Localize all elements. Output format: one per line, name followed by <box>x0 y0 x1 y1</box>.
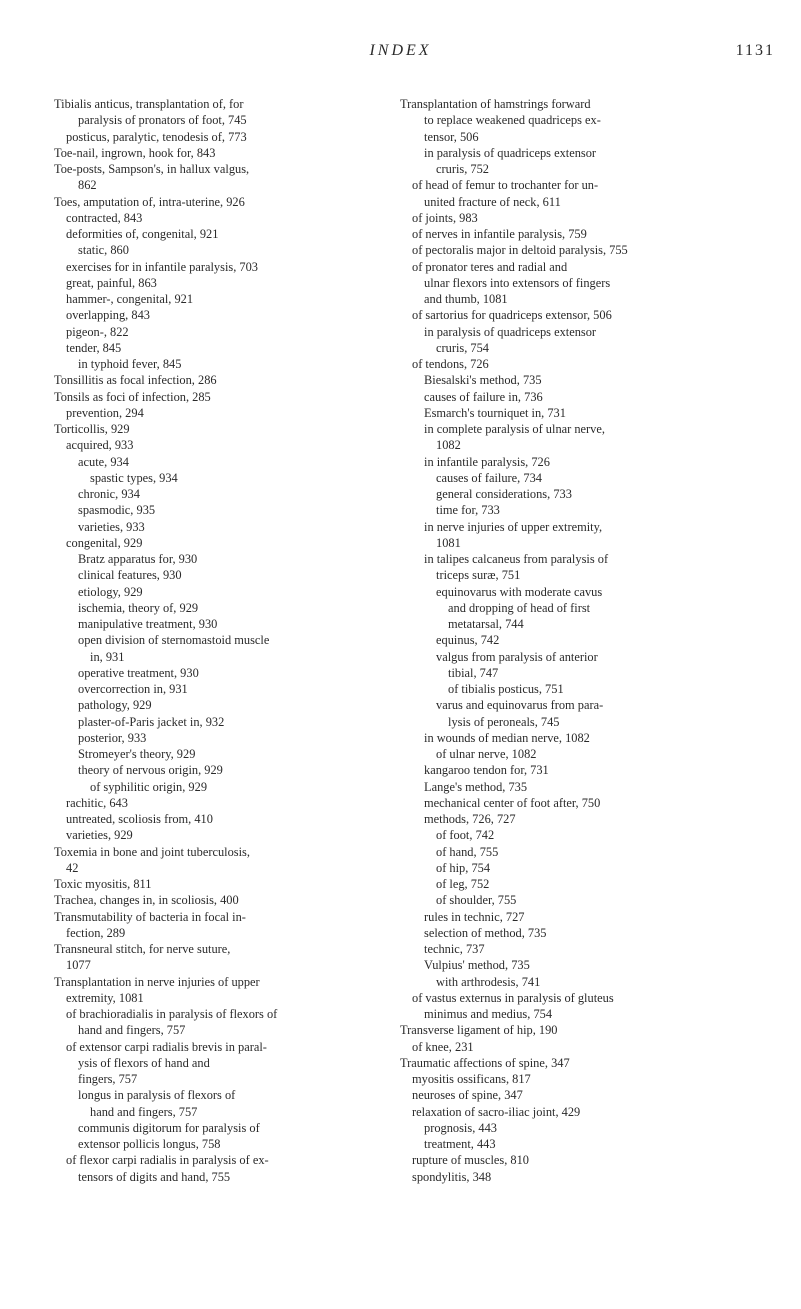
index-subentry: of pectoralis major in deltoid paralysis, 755 <box>412 243 628 258</box>
index-subentry: Bratz apparatus for, 930 <box>78 552 198 566</box>
index-entry: Tonsils as foci of infection, 285 <box>54 389 211 404</box>
index-subentry: communis digitorum for paralysis of <box>78 1120 260 1135</box>
index-entry: Transmutability of bacteria in focal in- <box>54 909 246 924</box>
index-subentry: in paralysis of quadriceps extensor <box>424 324 597 339</box>
index-subentry: acquired, 933 <box>66 438 134 453</box>
index-subentry: fingers, 757 <box>78 1072 138 1086</box>
index-subentry: treatment, 443 <box>424 1137 496 1151</box>
index-entry: Toes, amputation of, intra-uterine, 926 <box>54 194 245 209</box>
index-subentry: hammer-, congenital, 921 <box>66 292 194 306</box>
index-subentry: spondylitis, 348 <box>412 1169 492 1184</box>
index-subentry: general considerations, 733 <box>436 487 572 501</box>
index-subentry: in nerve injuries of upper extremity, <box>424 519 603 534</box>
index-subentry: rupture of muscles, 810 <box>412 1153 529 1168</box>
index-subentry: plaster-of-Paris jacket in, 932 <box>78 714 225 729</box>
index-column-left <box>54 96 392 1185</box>
index-column-right <box>400 96 772 1185</box>
index-entry: Trachea, changes in, in scoliosis, 400 <box>54 893 239 908</box>
index-subentry: in paralysis of quadriceps extensor <box>424 145 597 160</box>
index-subentry: posterior, 933 <box>78 730 147 745</box>
index-subentry: valgus from paralysis of anterior <box>436 649 598 664</box>
index-subentry: minimus and medius, 754 <box>424 1007 553 1021</box>
index-subentry: of joints, 983 <box>412 210 478 225</box>
index-subentry: hand and fingers, 757 <box>78 1023 186 1038</box>
index-subentry: tensor, 506 <box>424 129 479 144</box>
index-subentry: in complete paralysis of ulnar nerve, <box>424 422 605 436</box>
index-subentry: 862 <box>78 178 97 193</box>
index-subentry: contracted, 843 <box>66 210 143 225</box>
index-subentry: causes of failure, 734 <box>436 470 542 485</box>
index-subentry: paralysis of pronators of foot, 745 <box>78 113 247 128</box>
index-entry: Tibialis anticus, transplantation of, for <box>54 97 244 111</box>
index-subentry: Stromeyer's theory, 929 <box>78 747 196 761</box>
index-subentry: tibial, 747 <box>448 665 499 680</box>
index-subentry: of shoulder, 755 <box>436 893 517 908</box>
index-subentry: in talipes calcaneus from paralysis of <box>424 552 609 566</box>
index-subentry: clinical features, 930 <box>78 568 182 583</box>
index-subentry: in infantile paralysis, 726 <box>424 454 550 469</box>
index-subentry: tensors of digits and hand, 755 <box>78 1169 231 1184</box>
index-subentry: of brachioradialis in paralysis of flexors of <box>66 1007 278 1021</box>
index-subentry: overcorrection in, 931 <box>78 682 188 696</box>
index-subentry: rachitic, 643 <box>66 795 128 810</box>
index-subentry: of foot, 742 <box>436 828 495 843</box>
index-subentry: untreated, scoliosis from, 410 <box>66 812 213 826</box>
index-subentry: united fracture of neck, 611 <box>424 194 561 209</box>
index-subentry: pathology, 929 <box>78 698 152 713</box>
index-subentry: time for, 733 <box>436 503 500 518</box>
index-entry: Torticollis, 929 <box>54 422 130 436</box>
index-entry: Toxic myositis, 811 <box>54 877 152 891</box>
index-subentry: hand and fingers, 757 <box>90 1104 198 1119</box>
index-subentry: lysis of peroneals, 745 <box>448 714 560 729</box>
index-subentry: ulnar flexors into extensors of fingers <box>424 275 611 290</box>
index-subentry: overlapping, 843 <box>66 308 150 323</box>
index-subentry: in wounds of median nerve, 1082 <box>424 730 590 745</box>
index-subentry: manipulative treatment, 930 <box>78 617 218 631</box>
index-subentry: static, 860 <box>78 243 129 258</box>
index-subentry: selection of method, 735 <box>424 925 547 940</box>
index-subentry: to replace weakened quadriceps ex- <box>424 113 601 128</box>
page-number: 1131 <box>735 42 775 59</box>
index-subentry: fection, 289 <box>66 925 126 940</box>
index-subentry: extensor pollicis longus, 758 <box>78 1137 221 1151</box>
index-subentry: equinovarus with moderate cavus <box>436 584 603 599</box>
index-subentry: 42 <box>66 860 79 875</box>
index-subentry: of pronator teres and radial and <box>412 259 568 274</box>
index-entry: Tonsillitis as focal infection, 286 <box>54 373 217 388</box>
index-subentry: of sartorius for quadriceps extensor, 506 <box>412 308 612 323</box>
index-subentry: open division of sternomastoid muscle <box>78 633 270 648</box>
index-subentry: great, painful, 863 <box>66 275 157 290</box>
index-subentry: pigeon-, 822 <box>66 324 129 339</box>
index-subentry: exercises for in infantile paralysis, 703 <box>66 259 258 274</box>
index-subentry: longus in paralysis of flexors of <box>78 1088 236 1103</box>
index-subentry: extremity, 1081 <box>66 990 144 1005</box>
index-entry: Toe-posts, Sampson's, in hallux valgus, <box>54 162 250 176</box>
index-subentry: of tendons, 726 <box>412 357 489 371</box>
index-subentry: cruris, 754 <box>436 340 489 355</box>
index-subentry: theory of nervous origin, 929 <box>78 763 223 778</box>
index-subentry: technic, 737 <box>424 942 485 956</box>
index-subentry: acute, 934 <box>78 454 129 469</box>
index-subentry: neuroses of spine, 347 <box>412 1088 523 1103</box>
index-subentry: spasmodic, 935 <box>78 503 156 518</box>
index-subentry: varieties, 929 <box>66 828 133 843</box>
index-subentry: of syphilitic origin, 929 <box>90 779 208 794</box>
index-subentry: 1081 <box>436 535 461 550</box>
index-subentry: of hip, 754 <box>436 860 491 875</box>
index-subentry: relaxation of sacro-iliac joint, 429 <box>412 1104 581 1119</box>
index-subentry: ischemia, theory of, 929 <box>78 600 199 615</box>
index-subentry: metatarsal, 744 <box>448 617 524 631</box>
index-subentry: and dropping of head of first <box>448 600 591 615</box>
index-subentry: cruris, 752 <box>436 162 489 176</box>
index-subentry: chronic, 934 <box>78 487 140 501</box>
index-subentry: varus and equinovarus from para- <box>436 698 604 713</box>
index-subentry: methods, 726, 727 <box>424 812 516 826</box>
index-subentry: in typhoid fever, 845 <box>78 357 182 371</box>
index-subentry: of ulnar nerve, 1082 <box>436 747 537 761</box>
index-entry: Transplantation of hamstrings forward <box>400 97 591 111</box>
index-entry: Traumatic affections of spine, 347 <box>400 1055 570 1070</box>
index-subentry: of hand, 755 <box>436 844 499 859</box>
index-subentry: myositis ossificans, 817 <box>412 1072 531 1086</box>
index-subentry: of vastus externus in paralysis of gluteus <box>412 990 614 1005</box>
index-subentry: with arthrodesis, 741 <box>436 974 541 989</box>
index-entry: Transverse ligament of hip, 190 <box>400 1023 558 1038</box>
index-subentry: etiology, 929 <box>78 584 143 599</box>
index-subentry: of leg, 752 <box>436 877 490 891</box>
index-subentry: 1077 <box>66 958 91 973</box>
running-title: INDEX <box>369 42 432 59</box>
index-subentry: of extensor carpi radialis brevis in paral- <box>66 1039 267 1054</box>
index-subentry: and thumb, 1081 <box>424 292 508 306</box>
index-subentry: Vulpius' method, 735 <box>424 958 530 973</box>
index-subentry: Biesalski's method, 735 <box>424 373 542 388</box>
index-subentry: Esmarch's tourniquet in, 731 <box>424 405 566 420</box>
index-subentry: ysis of flexors of hand and <box>78 1055 210 1070</box>
index-subentry: spastic types, 934 <box>90 470 178 485</box>
index-subentry: of tibialis posticus, 751 <box>448 682 564 696</box>
index-subentry: 1082 <box>436 438 461 453</box>
index-subentry: deformities of, congenital, 921 <box>66 227 219 241</box>
index-subentry: tender, 845 <box>66 340 122 355</box>
index-subentry: causes of failure in, 736 <box>424 389 543 404</box>
index-subentry: prognosis, 443 <box>424 1120 497 1135</box>
index-entry: Toe-nail, ingrown, hook for, 843 <box>54 145 216 160</box>
index-entry: Transplantation in nerve injuries of upper <box>54 974 260 989</box>
index-subentry: operative treatment, 930 <box>78 665 199 680</box>
index-subentry: rules in technic, 727 <box>424 909 525 924</box>
index-subentry: mechanical center of foot after, 750 <box>424 795 601 810</box>
index-subentry: prevention, 294 <box>66 405 144 420</box>
index-subentry: of nerves in infantile paralysis, 759 <box>412 227 587 241</box>
index-entry: Transneural stitch, for nerve suture, <box>54 942 231 956</box>
index-subentry: varieties, 933 <box>78 519 145 534</box>
index-subentry: posticus, paralytic, tenodesis of, 773 <box>66 129 247 144</box>
index-subentry: triceps suræ, 751 <box>436 568 521 583</box>
index-subentry: congenital, 929 <box>66 535 143 550</box>
index-subentry: kangaroo tendon for, 731 <box>424 763 549 778</box>
index-subentry: of head of femur to trochanter for un- <box>412 178 599 193</box>
page-header <box>0 42 801 68</box>
index-subentry: of knee, 231 <box>412 1039 474 1054</box>
index-subentry: of flexor carpi radialis in paralysis of ex- <box>66 1153 269 1168</box>
index-subentry: equinus, 742 <box>436 633 500 648</box>
index-subentry: in, 931 <box>90 649 125 664</box>
index-subentry: Lange's method, 735 <box>424 779 528 794</box>
index-entry: Toxemia in bone and joint tuberculosis, <box>54 844 250 859</box>
